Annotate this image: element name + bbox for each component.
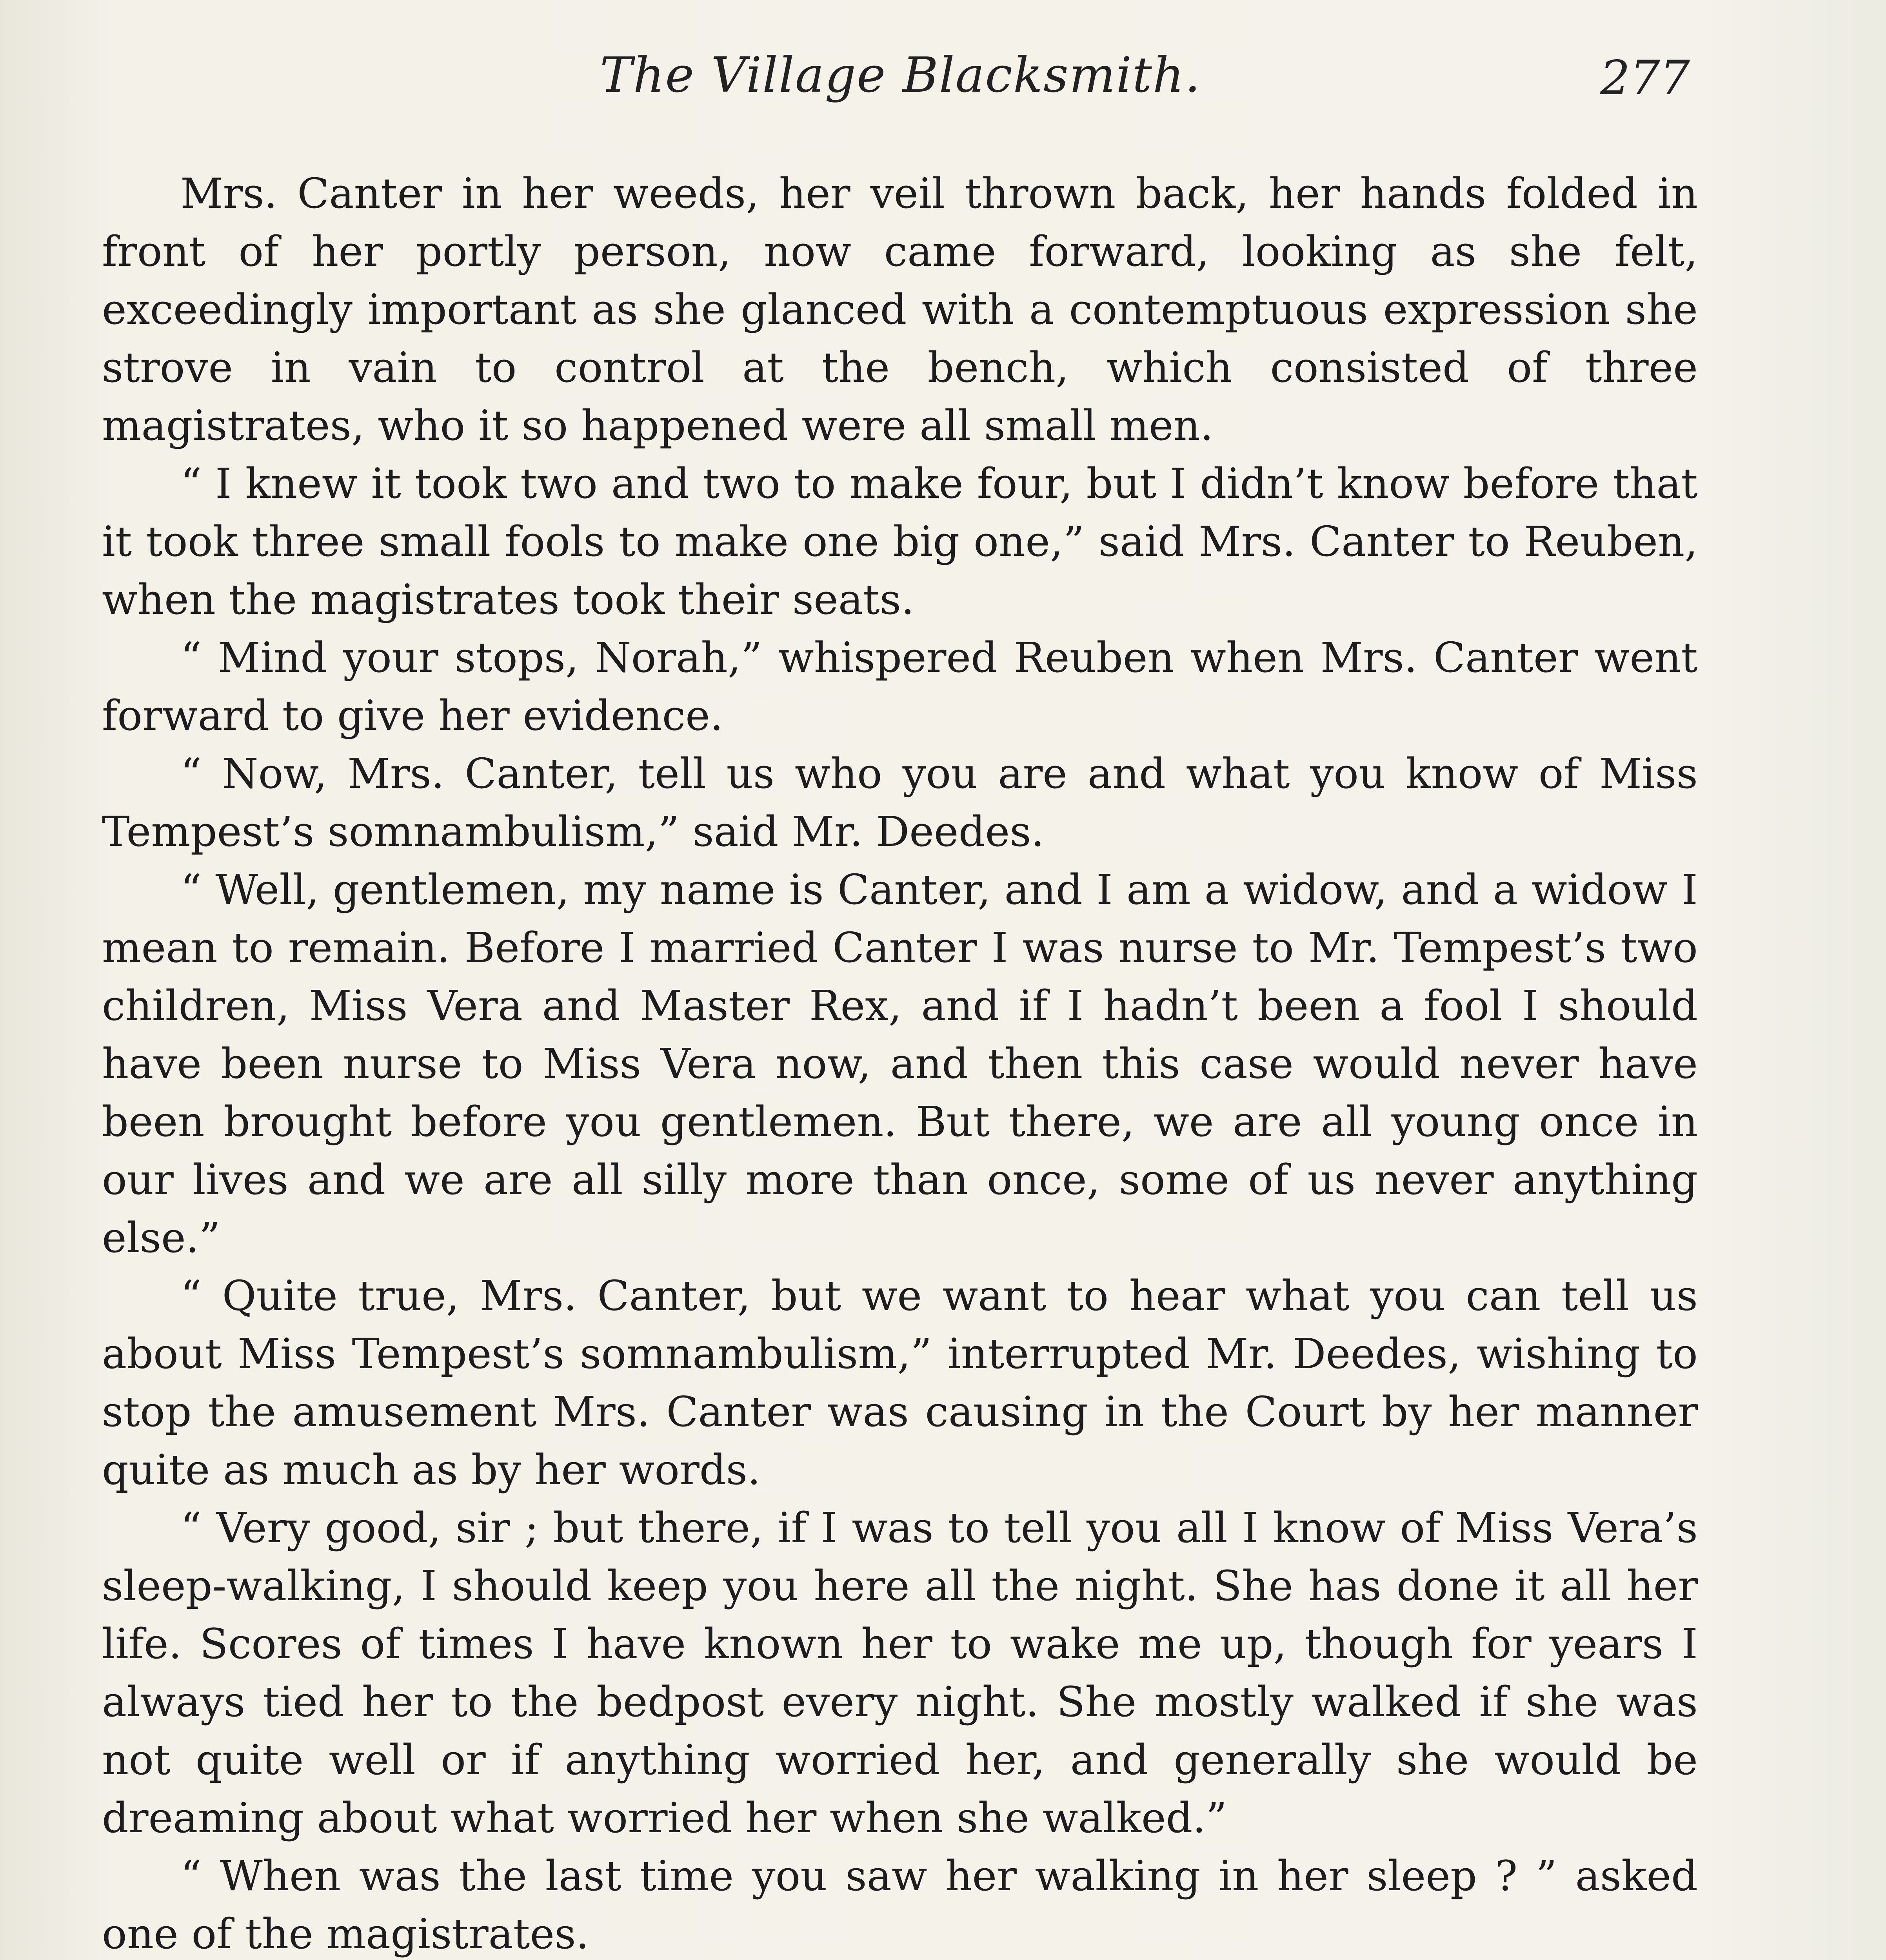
running-title: The Village Blacksmith. xyxy=(600,47,1201,103)
paragraph: “ Very good, sir ; but there, if I was to tell you all I know of Miss Vera’s sleep-walking, I should keep you here all the night. She has done it all her life. Scores of times I have known her to wake me up, though for years I always tied her to the bedpost every night. She mostly walked if she was not quite well or if anything worried her, and generally she would be dreaming about what worried her when she walked.” xyxy=(102,1504,1698,1842)
paragraph: “ When was the last time you saw her walking in her sleep ? ” asked one of the magistrates. xyxy=(102,1852,1698,1958)
paragraph: Mrs. Canter in her weeds, her veil thrown back, her hands folded in front of her portly person, now came forward, looking as she felt, exceedingly important as she glanced with a contemptuous expression she strove in vain to control at the bench, which consisted of three magistrates, who it so happened were all small men. xyxy=(102,169,1698,450)
paragraph: “ Now, Mrs. Canter, tell us who you are and what you know of Miss Tempest’s somnambulism,” said Mr. Deedes. xyxy=(102,750,1698,856)
paragraph: “ Well, gentlemen, my name is Canter, and I am a widow, and a widow I mean to remain. Before I married Canter I was nurse to Mr. Tempest’s two children, Miss Vera and Master Rex, and if I hadn’t been a fool I should have been nurse to Miss Vera now, and then this case would never have been brought before you gentlemen. But there, we are all young once in our lives and we are all silly more than once, some of us never anything else.” xyxy=(102,866,1698,1262)
paragraph: “ Quite true, Mrs. Canter, but we want to hear what you can tell us about Miss Tempest’s somnambulism,” interrupted Mr. Deedes, wishing to stop the amusement Mrs. Canter was causing in the Court by her manner quite as much as by her words. xyxy=(102,1272,1698,1494)
paragraph: “ Mind your stops, Norah,” whispered Reuben when Mrs. Canter went forward to give her evidence. xyxy=(102,633,1698,740)
page-number: 277 xyxy=(1600,51,1690,105)
paragraph: “ I knew it took two and two to make four, but I didn’t know before that it took three small fools to make one big one,” said Mrs. Canter to Reuben, when the magistrates took their seats. xyxy=(102,459,1698,624)
body-text xyxy=(102,165,1698,1960)
